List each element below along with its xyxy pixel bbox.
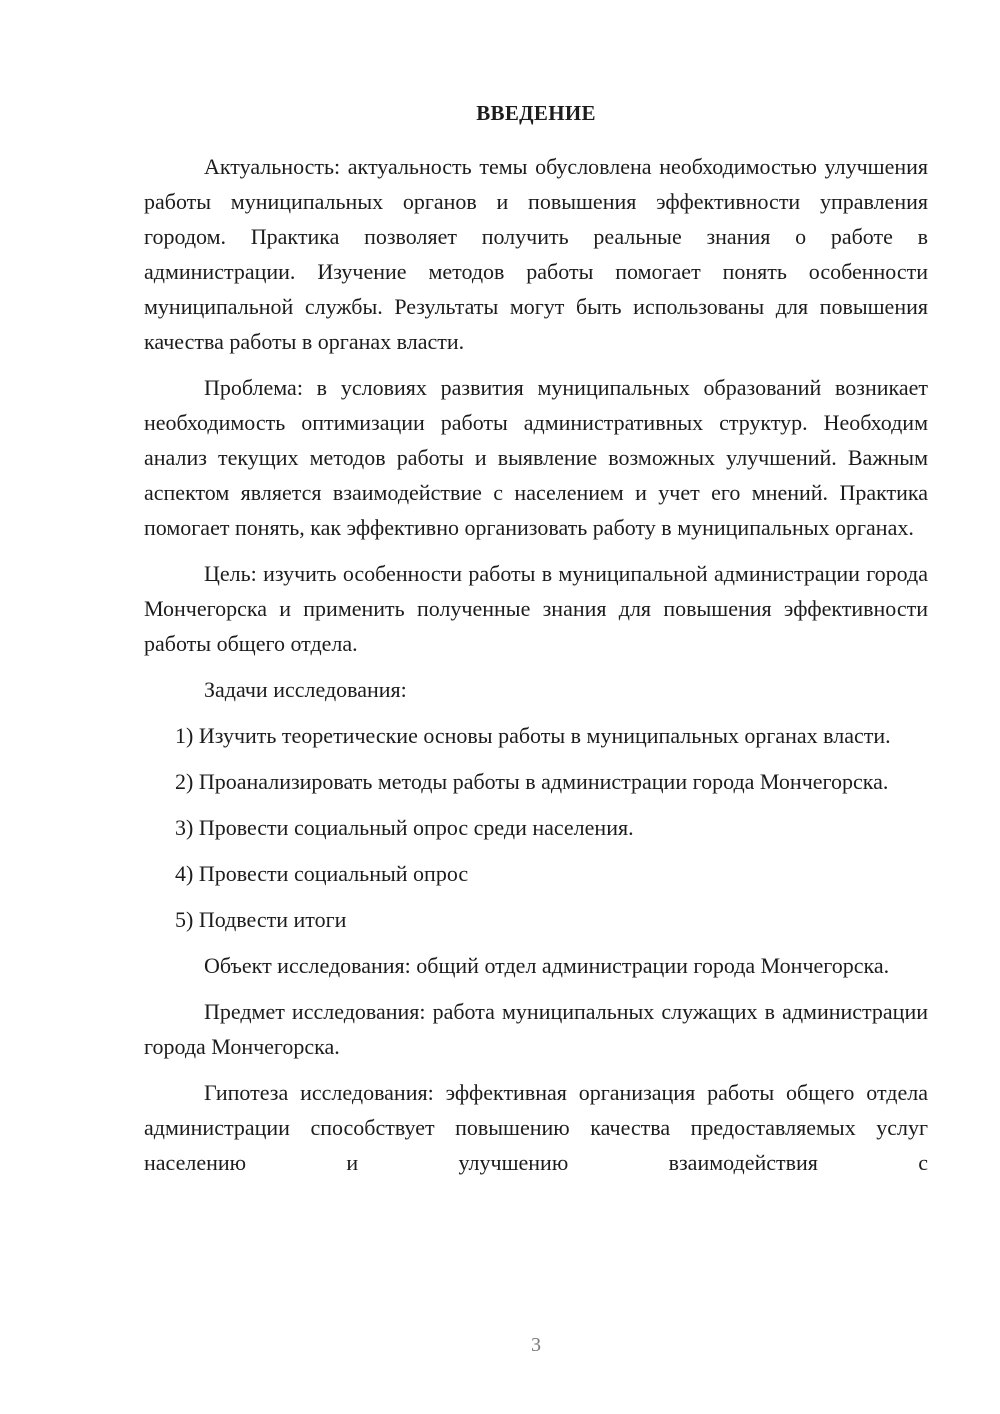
object-paragraph: Объект исследования: общий отдел администрации города Мончегорска. bbox=[204, 953, 890, 978]
relevance-paragraph: Актуальность: актуальность темы обусловлена необходимостью улучшения работы муниципальных органов и повышения эффективности управления городом. Практика позволяет получить реальные знания о работе в администрации. Изучение методов работы помогает понять особенности муниципальной службы. Результаты могут быть использованы для повышения качества работы в органах власти. bbox=[144, 154, 928, 354]
task-item: 4) Провести социальный опрос bbox=[175, 861, 469, 886]
task-item: 3) Провести социальный опрос среди населения. bbox=[175, 815, 634, 840]
task-item: 2) Проанализировать методы работы в администрации города Мончегорска. bbox=[175, 769, 889, 794]
task-item: 5) Подвести итоги bbox=[175, 907, 347, 932]
section-heading: ВВЕДЕНИЕ bbox=[476, 101, 596, 125]
goal-paragraph: Цель: изучить особенности работы в муниципальной администрации города Мончегорска и применить полученные знания для повышения эффективности работы общего отдела. bbox=[144, 561, 928, 656]
subject-paragraph: Предмет исследования: работа муниципальных служащих в администрации города Мончегорска. bbox=[144, 999, 928, 1059]
tasks-title: Задачи исследования: bbox=[204, 677, 407, 702]
hypothesis-paragraph: Гипотеза исследования: эффективная организация работы общего отдела администрации способствует повышению качества предоставляемых услуг населению и улучшению взаимодействия с bbox=[144, 1080, 928, 1175]
page-number: 3 bbox=[531, 1334, 541, 1356]
page-content bbox=[144, 96, 928, 1180]
problem-paragraph: Проблема: в условиях развития муниципальных образований возникает необходимость оптимизации работы административных структур. Необходим анализ текущих методов работы и выявление возможных улучшений. Важным аспектом является взаимодействие с населением и учет его мнений. Практика помогает понять, как эффективно организовать работу в муниципальных органах. bbox=[144, 375, 928, 540]
task-item: 1) Изучить теоретические основы работы в муниципальных органах власти. bbox=[175, 723, 891, 748]
